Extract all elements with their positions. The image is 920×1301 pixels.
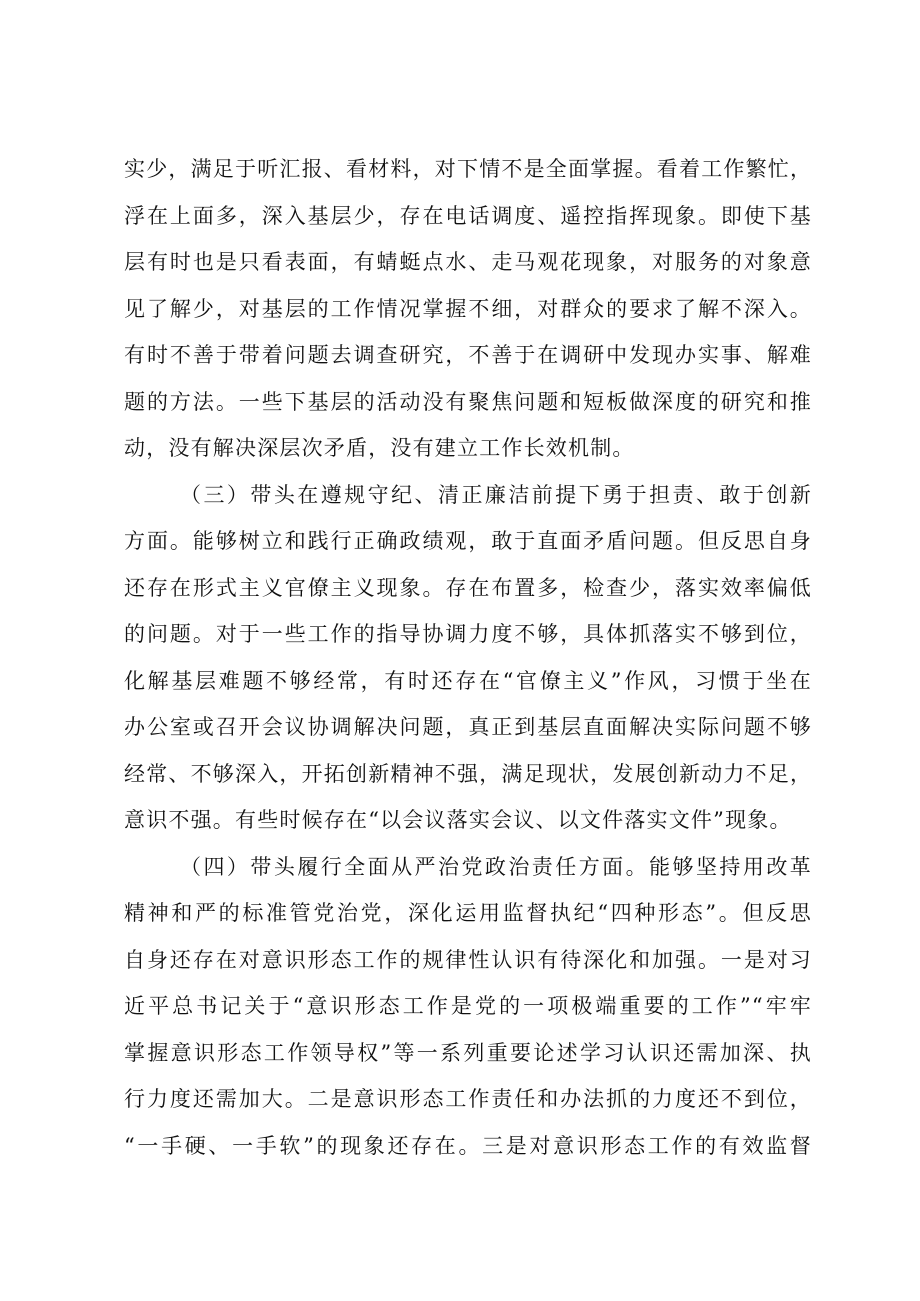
text-line: 浮在上面多，深入基层少，存在电话调度、遥控指挥现象。即使下基: [124, 203, 812, 228]
text-line: 办公室或召开会议协调解决问题，真正到基层直面解决实际问题不够: [124, 715, 812, 739]
text-line: 见了解少，对基层的工作情况掌握不细，对群众的要求了解不深入。: [124, 296, 812, 321]
text-line: 掌握意识形态工作领导权”等一系列重要论述学习认识还需加深、执: [124, 1040, 812, 1065]
text-line: 行力度还需加大。二是意识形态工作责任和办法抓的力度还不到位，: [124, 1087, 812, 1111]
text-line: （四）带头履行全面从严治党政治责任方面。能够坚持用改革: [180, 854, 812, 879]
document-body: [124, 146, 812, 1169]
text-line: 还存在形式主义官僚主义现象。存在布置多，检查少，落实效率偏低: [124, 575, 812, 600]
text-line: 层有时也是只看表面，有蜻蜓点水、走马观花现象，对服务的对象意: [124, 250, 812, 274]
text-line: 意识不强。有些时候存在“以会议落实会议、以文件落实文件”现象。: [124, 808, 792, 832]
text-line: 方面。能够树立和践行正确政绩观，敢于直面矛盾问题。但反思自身: [124, 529, 812, 553]
text-line: 经常、不够深入，开拓创新精神不强，满足现状，发展创新动力不足，: [124, 761, 812, 786]
text-line: 有时不善于带着问题去调查研究，不善于在调研中发现办实事、解难: [124, 343, 812, 367]
text-line: 精神和严的标准管党治党，深化运用监督执纪“四种形态”。但反思: [124, 901, 812, 925]
text-line: 自身还存在对意识形态工作的规律性认识有待深化和加强。一是对习: [124, 947, 812, 972]
text-line: 近平总书记关于“意识形态工作是党的一项极端重要的工作”“牢牢: [124, 994, 812, 1018]
text-line: 化解基层难题不够经常，有时还存在“官僚主义”作风，习惯于坐在: [124, 668, 812, 693]
text-line: 实少，满足于听汇报、看材料，对下情不是全面掌握。看着工作繁忙，: [124, 157, 812, 181]
text-line: 的问题。对于一些工作的指导协调力度不够，具体抓落实不够到位，: [124, 622, 812, 646]
text-line: “一手硬、一手软”的现象还存在。三是对意识形态工作的有效监督: [124, 1133, 812, 1158]
text-line: （三）带头在遵规守纪、清正廉洁前提下勇于担责、敢于创新: [180, 482, 812, 507]
text-line: 动，没有解决深层次矛盾，没有建立工作长效机制。: [124, 436, 635, 460]
text-line: 题的方法。一些下基层的活动没有聚焦问题和短板做深度的研究和推: [124, 389, 812, 414]
